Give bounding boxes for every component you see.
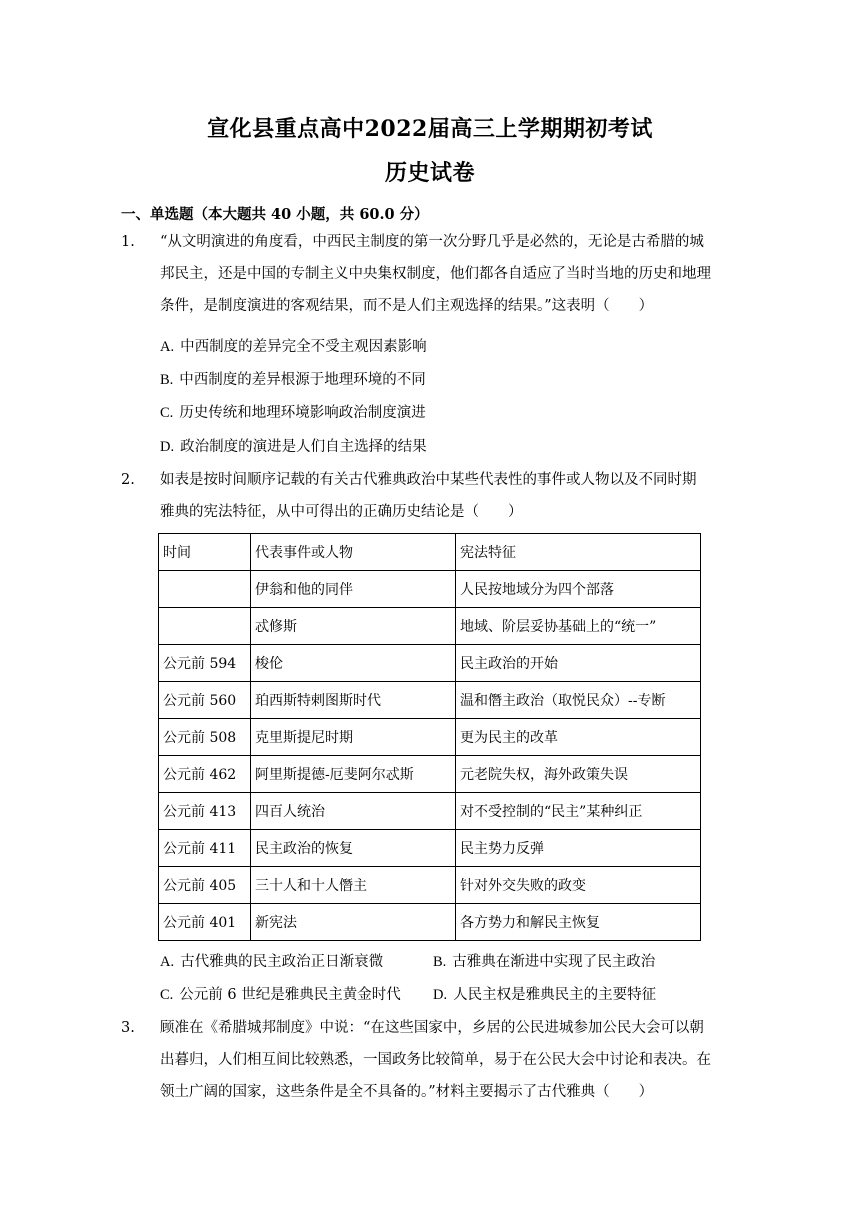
table-cell: [159, 571, 251, 608]
question-1-line-3: 条件，是制度演进的客观结果，而不是人们主观选择的结果。”这表明（ ）: [160, 298, 654, 314]
table-cell: 克里斯提尼时期: [251, 719, 456, 756]
table-cell: 公元前 411: [159, 830, 251, 867]
question-2-line-2: 雅典的宪法特征，从中可得出的正确历史结论是（ ）: [160, 504, 523, 520]
table-cell: 更为民主的改革: [456, 719, 701, 756]
table-header-cell: 宪法特征: [456, 534, 701, 571]
option-text: 公元前 6 世纪是雅典民主黄金时代: [179, 987, 401, 1003]
table-cell: 对不受控制的“民主”某种纠正: [456, 793, 701, 830]
question-2-option-d[interactable]: [433, 979, 656, 1011]
table-row: [159, 793, 701, 830]
table-row: [159, 719, 701, 756]
question-1-line-1: “从文明演进的角度看，中西民主制度的第一次分野几乎是必然的，无论是古希腊的城: [160, 234, 704, 250]
question-1-line-2: 邦民主，还是中国的专制主义中央集权制度，他们都各自适应了当时当地的历史和地理: [160, 266, 711, 282]
question-2-stem: [160, 464, 697, 528]
question-3-line-3: 领土广阔的国家，这些条件是全不具备的。”材料主要揭示了古代雅典（ ）: [160, 1084, 654, 1100]
table-row: [159, 904, 701, 941]
table-cell: 珀西斯特剌图斯时代: [251, 682, 456, 719]
question-1-option-d[interactable]: [160, 431, 427, 463]
table-row: [159, 571, 701, 608]
table-cell: 人民按地域分为四个部落: [456, 571, 701, 608]
table-cell: 三十人和十人僭主: [251, 867, 456, 904]
table-cell: 民主政治的开始: [456, 645, 701, 682]
option-label: A.: [160, 954, 175, 970]
table-cell: 民主政治的恢复: [251, 830, 456, 867]
question-2-option-c[interactable]: [160, 979, 401, 1011]
question-2-option-b[interactable]: [433, 946, 655, 978]
option-label: A.: [160, 339, 175, 355]
table-header-row: [159, 534, 701, 571]
table-row: [159, 645, 701, 682]
question-1-option-a[interactable]: [160, 331, 427, 363]
question-3-line-2: 出暮归，人们相互间比较熟悉，一国政务比较简单，易于在公民大会中讨论和表决。在: [160, 1052, 711, 1068]
question-2-number: 2.: [121, 472, 135, 488]
option-text: 政治制度的演进是人们自主选择的结果: [180, 439, 427, 455]
option-text: 中西制度的差异根源于地理环境的不同: [179, 372, 426, 388]
question-1-option-c[interactable]: [160, 397, 426, 429]
option-label: C.: [160, 987, 174, 1003]
option-text: 历史传统和地理环境影响政治制度演进: [179, 405, 426, 421]
table-cell: 公元前 508: [159, 719, 251, 756]
table-cell: 伊翁和他的同伴: [251, 571, 456, 608]
question-3-line-1: 顾准在《希腊城邦制度》中说：“在这些国家中，乡居的公民进城参加公民大会可以朝: [160, 1020, 704, 1036]
table-row: [159, 756, 701, 793]
table-cell: 元老院失权，海外政策失误: [456, 756, 701, 793]
table-row: [159, 682, 701, 719]
table-cell: 梭伦: [251, 645, 456, 682]
table-cell: 公元前 462: [159, 756, 251, 793]
option-label: D.: [160, 439, 175, 455]
question-1-number: 1.: [121, 234, 135, 250]
table-cell: 各方势力和解民主恢复: [456, 904, 701, 941]
table-cell: 温和僭主政治（取悦民众）--专断: [456, 682, 701, 719]
table-row: [159, 867, 701, 904]
option-label: C.: [160, 405, 174, 421]
question-1-stem: [160, 226, 711, 322]
table-row: [159, 830, 701, 867]
option-label: B.: [433, 954, 447, 970]
table-row: [159, 608, 701, 645]
table-cell: 公元前 401: [159, 904, 251, 941]
table-cell: 四百人统治: [251, 793, 456, 830]
athens-constitution-table: [158, 533, 701, 941]
question-3-stem: [160, 1012, 711, 1108]
exam-title: 宣化县重点高中2022届高三上学期期初考试: [207, 116, 653, 142]
table-header-cell: 时间: [159, 534, 251, 571]
question-1-option-b[interactable]: [160, 364, 426, 396]
table-cell: 民主势力反弹: [456, 830, 701, 867]
table-cell: 公元前 413: [159, 793, 251, 830]
table-cell: 公元前 594: [159, 645, 251, 682]
table-cell: [159, 608, 251, 645]
option-text: 人民主权是雅典民主的主要特征: [453, 987, 657, 1003]
table-header-cell: 代表事件或人物: [251, 534, 456, 571]
table-cell: 针对外交失败的政变: [456, 867, 701, 904]
option-label: B.: [160, 372, 174, 388]
table-cell: 公元前 405: [159, 867, 251, 904]
question-2-line-1: 如表是按时间顺序记载的有关古代雅典政治中某些代表性的事件或人物以及不同时期: [160, 472, 697, 488]
section-heading: 一、单选题（本大题共 40 小题，共 60.0 分）: [121, 206, 429, 223]
table-cell: 阿里斯提德-厄斐阿尔忒斯: [251, 756, 456, 793]
table-cell: 公元前 560: [159, 682, 251, 719]
exam-subtitle: 历史试卷: [384, 160, 475, 186]
table-cell: 地域、阶层妥协基础上的“统一”: [456, 608, 701, 645]
option-text: 古代雅典的民主政治正日渐衰微: [180, 954, 384, 970]
option-label: D.: [433, 987, 448, 1003]
option-text: 中西制度的差异完全不受主观因素影响: [180, 339, 427, 355]
question-2-option-a[interactable]: [160, 946, 383, 978]
option-text: 古雅典在渐进中实现了民主政治: [452, 954, 656, 970]
question-3-number: 3.: [121, 1020, 135, 1036]
table-cell: 忒修斯: [251, 608, 456, 645]
table-cell: 新宪法: [251, 904, 456, 941]
